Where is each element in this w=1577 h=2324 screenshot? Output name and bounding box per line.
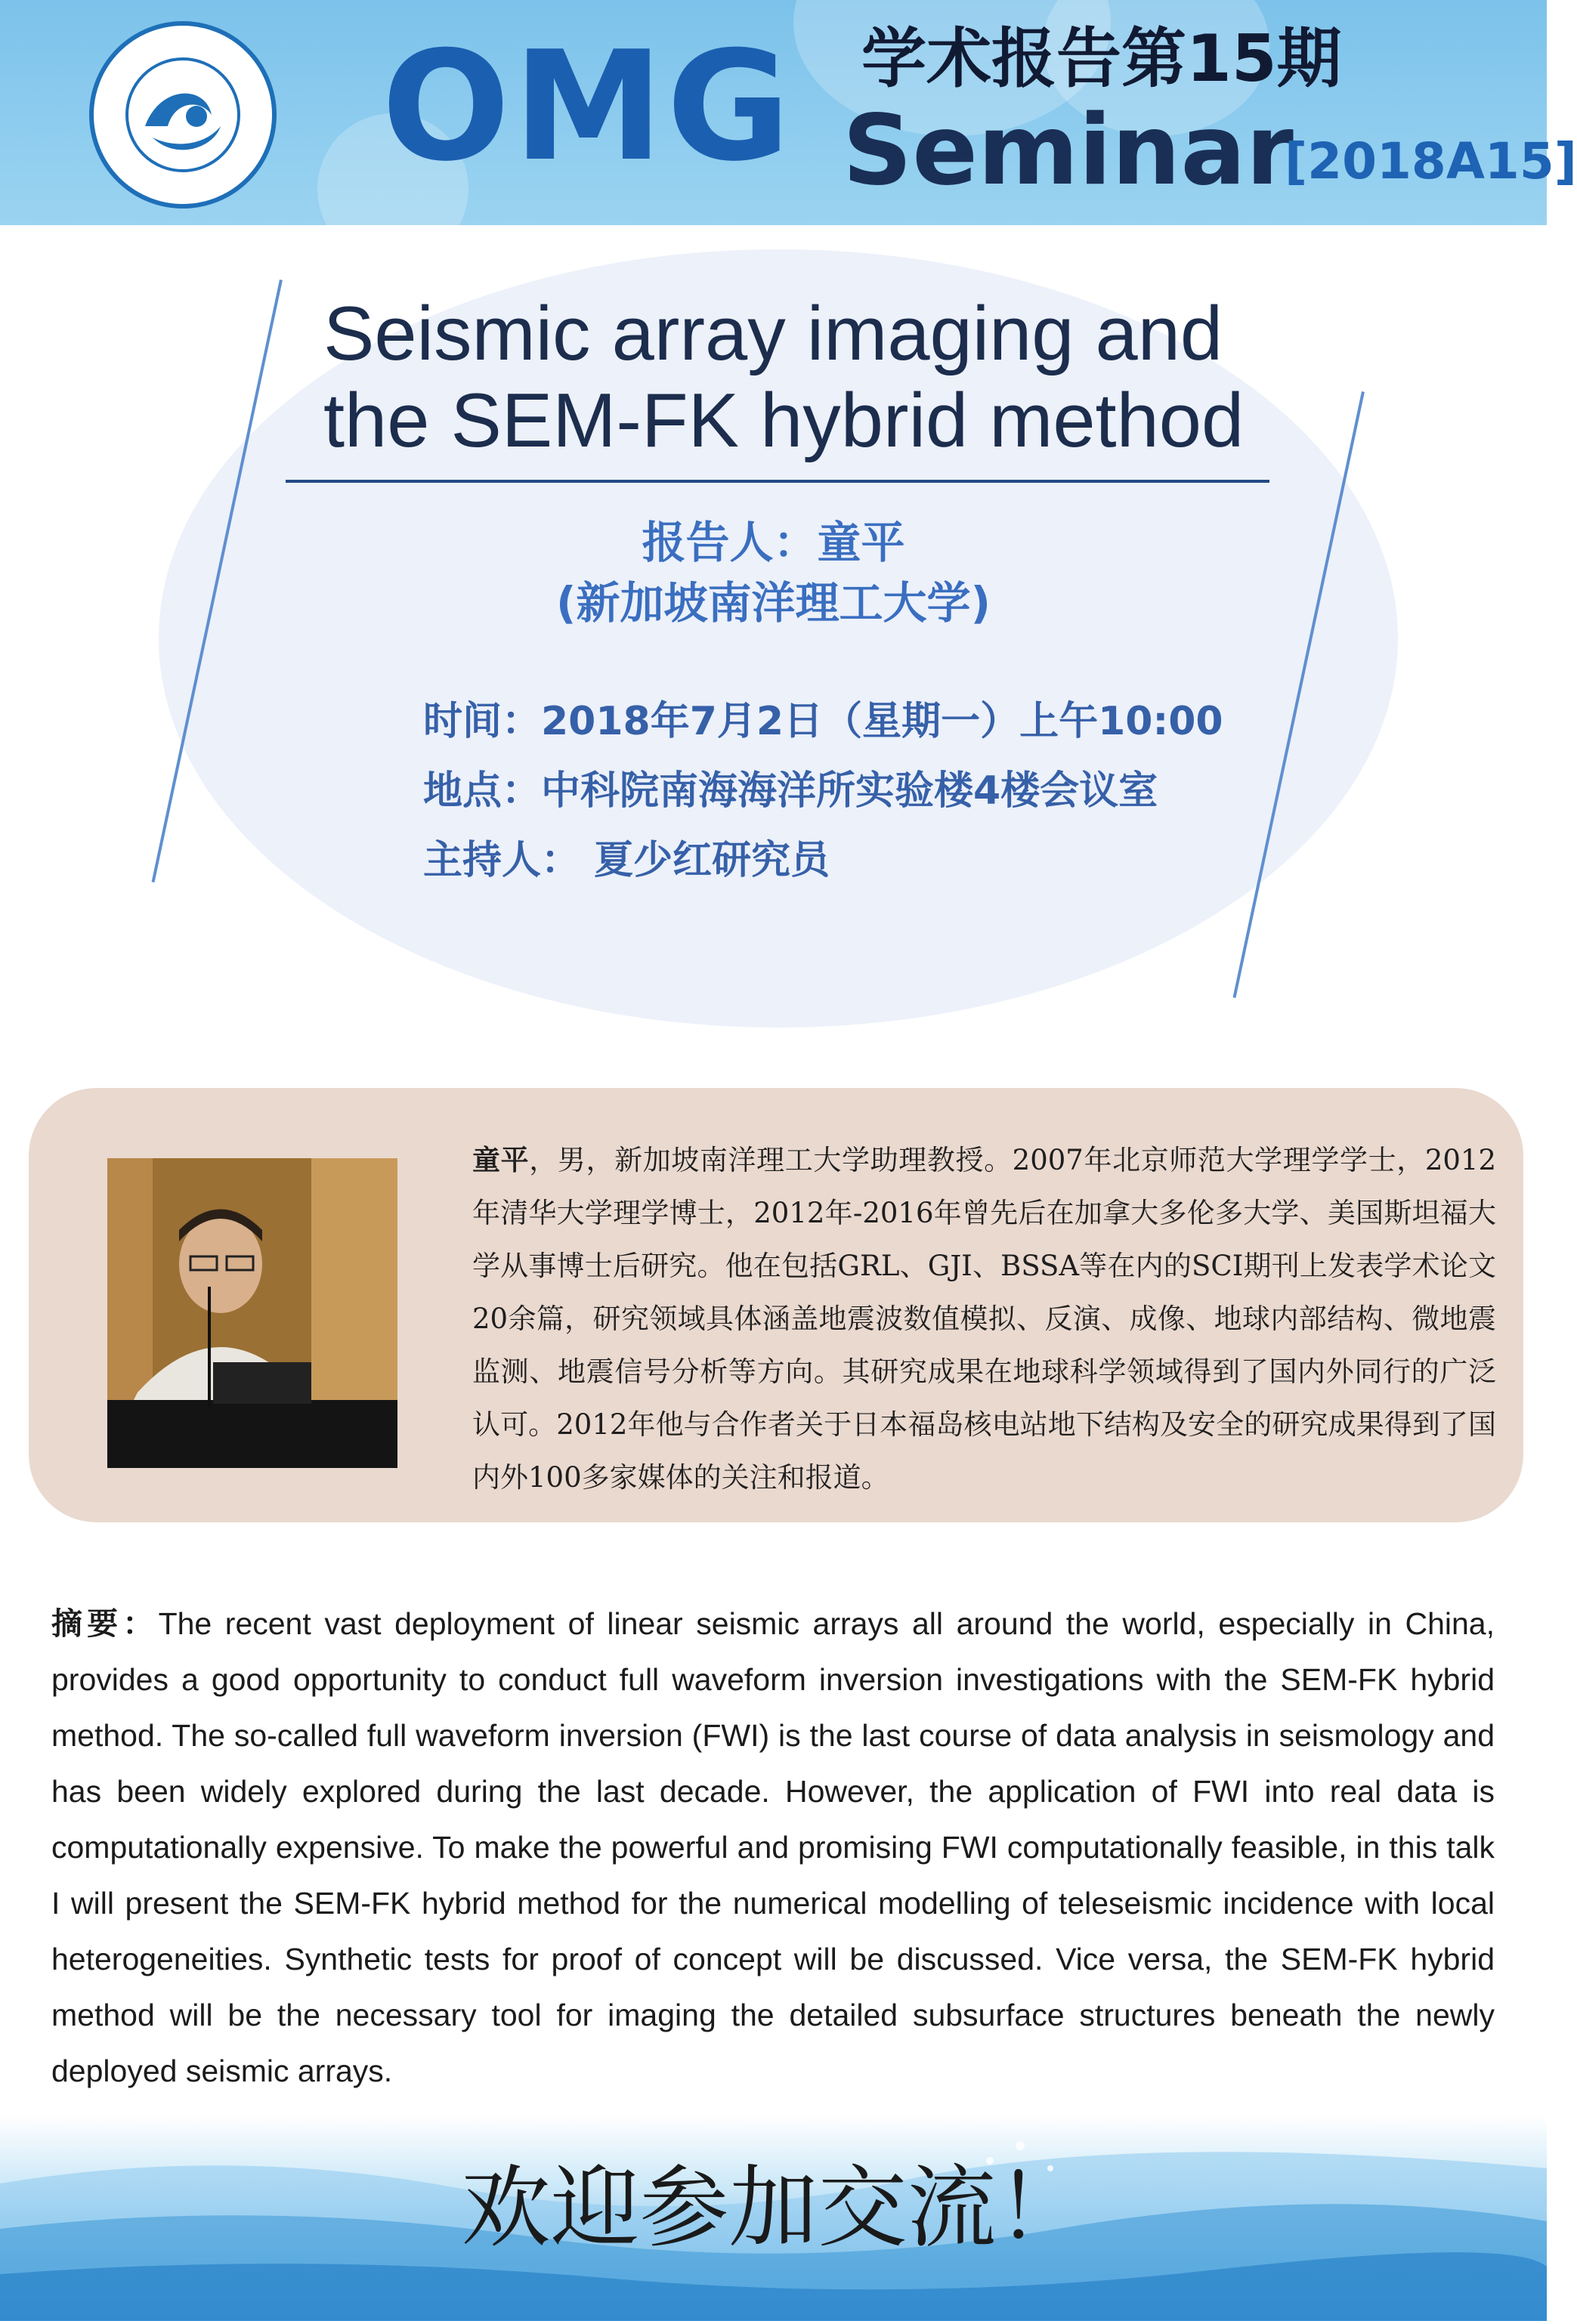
speaker-name: 报告人：童平 [642, 517, 905, 568]
event-host: 主持人： 夏少红研究员 [423, 838, 830, 883]
event-time: 时间：2018年7月2日（星期一）上午10:00 [423, 699, 1223, 744]
speaker-affiliation: (新加坡南洋理工大学) [555, 577, 991, 629]
abstract [51, 1596, 1495, 2099]
talk-title-line-1: Seismic array imaging and [323, 292, 1223, 376]
speaker-portrait-image [107, 1158, 397, 1468]
event-place: 地点：中科院南海海洋所实验楼4楼会议室 [423, 768, 1158, 814]
welcome-message: 欢迎参加交流！ [461, 2156, 1086, 2260]
bio-body: ，男，新加坡南洋理工大学助理教授。2007年北京师范大学理学学士，2012年清华大学理学博士，2012年-2016年曾先后在加拿大多伦多大学、美国斯坦福大学从事博士后研究。他在包括GRL、GJI、BSSA等在内的SCI期刊上发表学术论文20余篇，研究领域具体涵盖地震波数值模拟、反演、成像、地球内部结构、微地震监测、地震信号分析等方向。其研究成果在地球科学领域得到了国内外同行的广泛认可。2012年他与合作者关于日本福岛核电站地下结构及安全的研究成果得到了国内外100多家媒体的关注和报道。 [472, 1144, 1496, 1494]
abstract-text: The recent vast deployment of linear seismic arrays all around the world, especially in China, provides a good opportunity to conduct full waveform inversion investigations with the SEM-FK hybrid method. The so-called full waveform inversion (FWI) is the last course of data analysis in seismology and has been widely explored during the last decade. However, the application of FWI into real data is computationally expensive. To make the powerful and promising FWI computationally feasible, in this talk I will present the SEM-FK hybrid method for the numerical modelling of teleseismic incidence with local heterogeneities. Synthetic tests for proof of concept will be discussed. Vice versa, the SEM-FK hybrid method will be the necessary tool for imaging the detailed subsurface structures beneath the newly deployed seismic arrays. [51, 1606, 1495, 2088]
wave-logo-icon [122, 54, 243, 175]
issue-number: 学术报告第15期 [861, 21, 1342, 97]
speaker-bio [472, 1133, 1496, 1504]
title-underline [286, 480, 1269, 483]
seminar-code: [2018A15] [1285, 132, 1577, 190]
abstract-label: 摘要： [51, 1606, 159, 1641]
seminar-label: Seminar [843, 94, 1294, 207]
brand-title: OMG [382, 19, 794, 195]
bio-name: 童平 [472, 1143, 530, 1176]
talk-title-line-2: the SEM-FK hybrid method [323, 379, 1245, 463]
institution-logo [89, 21, 277, 209]
speaker-photo [107, 1158, 397, 1468]
